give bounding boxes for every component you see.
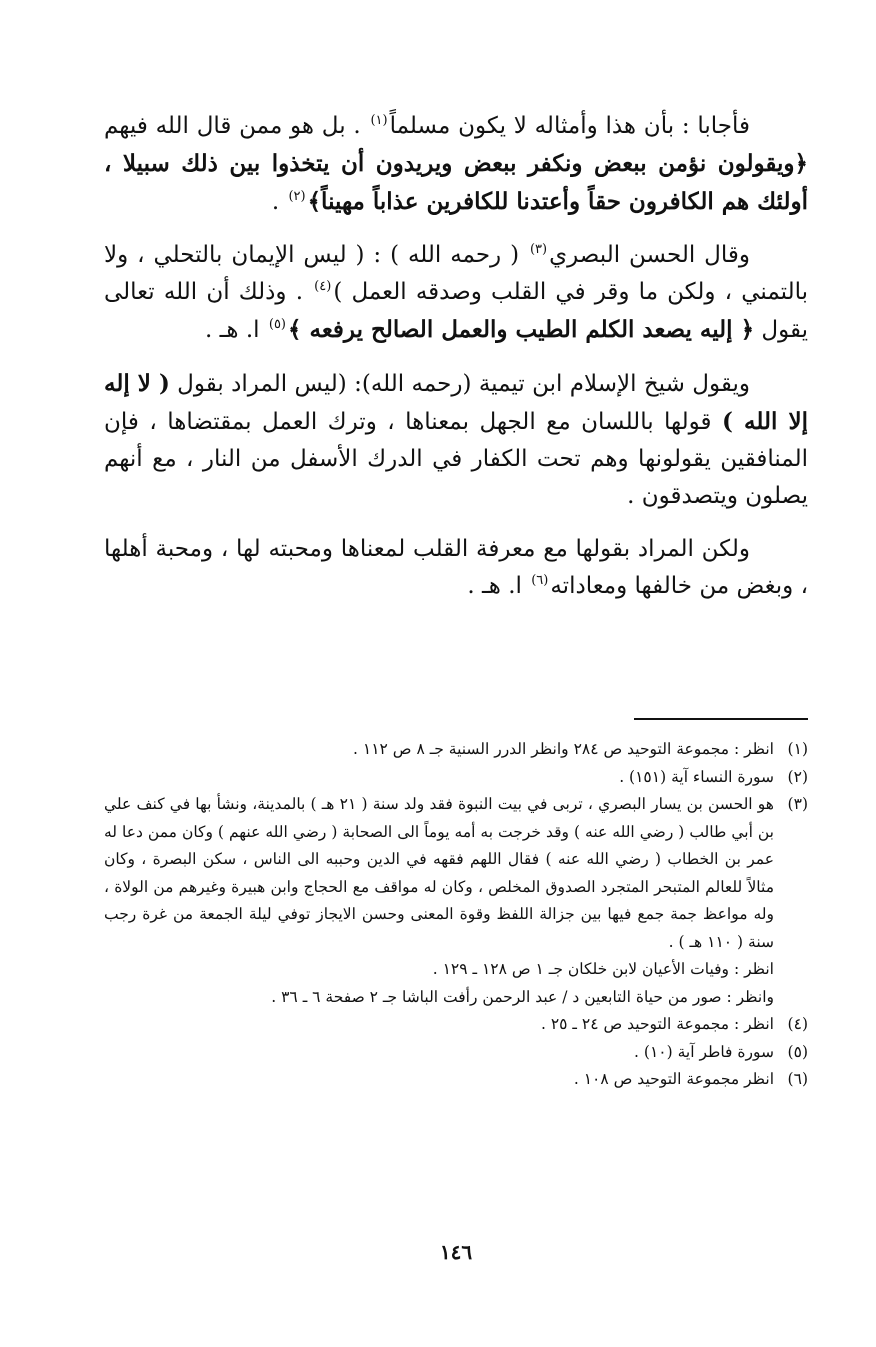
footnote-number: (٥)	[787, 1042, 808, 1061]
footnote-text: انظر مجموعة التوحيد ص ١٠٨ .	[573, 1070, 774, 1088]
paragraph-2-text-b: ( رحمه الله ) : ( ليس الإيمان بالتحلي ، ولا بالتمني ، ولكن ما وقر في القلب وصدقه العمل )	[104, 242, 809, 305]
footnote-2	[104, 764, 808, 792]
quran-verse-1: ﴿ويقولون نؤمن ببعض ونكفر ببعض ويريدون أن يتخذوا بين ذلك سبيلا ، أولئك هم الكافرون حقاً وأعتدنا للكافرين عذاباً مهيناً﴾	[104, 150, 808, 215]
footnote-divider	[634, 718, 808, 720]
footnote-text: انظر : مجموعة التوحيد ص ٢٤ ـ ٢٥ .	[540, 1015, 774, 1033]
footnote-4	[104, 1011, 808, 1039]
footnote-number: (٣)	[787, 795, 808, 813]
footnote-1	[104, 736, 808, 764]
footnote-ref-2: (٢)	[288, 189, 306, 205]
paragraph-2-text-d: ا. هـ .	[205, 317, 267, 343]
footnote-6	[104, 1066, 808, 1094]
footnote-ref-5: (٥)	[268, 317, 286, 333]
footnote-ref-4: (٤)	[314, 279, 332, 295]
paragraph-2-text-c: . وذلك أن الله تعالى يقول	[104, 279, 808, 343]
shahada-phrase: ( لا إله إلا الله )	[104, 370, 808, 435]
paragraph-1-text-b: . بل هو ممن قال الله فيهم	[104, 113, 369, 139]
footnote-3-source-2: وانظر : صور من حياة التابعين د / عبد الرحمن رأفت الباشا جـ ٢ صفحة ٦ ـ ٣٦ .	[271, 987, 774, 1006]
footnote-text: سورة فاطر آية (١٠) .	[634, 1042, 774, 1061]
footnote-ref-6: (٦)	[531, 573, 549, 589]
footnotes-section	[104, 736, 808, 1094]
document-page	[104, 108, 808, 1288]
footnote-number: (٤)	[787, 1015, 808, 1033]
paragraph-2-text-a: وقال الحسن البصري	[549, 242, 750, 268]
footnote-number: (٢)	[787, 767, 808, 786]
footnote-ref-1: (١)	[370, 113, 388, 129]
paragraph-4-text-b: ا. هـ .	[467, 573, 530, 599]
footnote-number: (١)	[787, 740, 808, 758]
footnote-5	[104, 1039, 808, 1067]
footnote-3	[104, 791, 808, 956]
paragraph-4-text-a: ولكن المراد بقولها مع معرفة القلب لمعناها ومحبته لها ، ومحبة أهلها ، وبغض من خالفها ومعاداته	[104, 536, 808, 599]
paragraph-2	[104, 237, 808, 349]
paragraph-3	[104, 365, 808, 515]
footnote-number: (٦)	[787, 1070, 808, 1088]
paragraph-4	[104, 531, 808, 605]
footnote-text: هو الحسن بن يسار البصري ، تربى في بيت النبوة فقد ولد سنة ( ٢١ هـ ) بالمدينة، ونشأ بها في كنف علي بن أبي طالب ( رضي الله عنه ) وقد خرجت به أمه يوماً الى الصحابة ( رضي الله عنهم ) وكان ممن دعا له عمر بن الخطاب ( رضي الله عنه ) فقال اللهم فقهه في الدين وحببه الى الناس ، سكن البصرة ، وكان مثالاً للعالم المتبحر المتجرد الصدوق المخلص ، وكان له مواقف مع الحجاج وابن هبيرة وغيرهم من الولاة ، وله مواعظ جمة جمع فيها بين جزالة اللفظ وقوة المعنى وحسن الايجاز توفي ليلة الجمعة من غرة رجب سنة ( ١١٠ هـ ) .	[104, 795, 774, 951]
paragraph-3-text-b: قولها باللسان مع الجهل بمعناها ، وترك العمل بمقتضاها ، فإن المنافقين يقولونها وهم تحت الكفار في الدرك الأسفل من النار ، مع أنهم يصلون ويتصدقون .	[104, 409, 808, 509]
footnote-text: انظر : مجموعة التوحيد ص ٢٨٤ وانظر الدرر السنية جـ ٨ ص ١١٢ .	[353, 740, 774, 758]
paragraph-1	[104, 108, 808, 221]
footnote-text: سورة النساء آية (١٥١) .	[619, 767, 774, 786]
footnote-ref-3: (٣)	[529, 242, 548, 258]
page-number: ١٤٦	[439, 1240, 473, 1264]
quran-verse-2: ﴿ إليه يصعد الكلم الطيب والعمل الصالح يرفعه ﴾	[288, 316, 755, 343]
paragraph-3-text-a: ويقول شيخ الإسلام ابن تيمية (رحمه الله): (ليس المراد بقول	[169, 371, 750, 397]
footnote-3-source-1: انظر : وفيات الأعيان لابن خلكان جـ ١ ص ١٢٨ ـ ١٢٩ .	[432, 960, 774, 978]
paragraph-1-text-a: فأجابا : بأن هذا وأمثاله لا يكون مسلماً	[389, 113, 750, 139]
paragraph-1-text-c: .	[271, 189, 287, 215]
